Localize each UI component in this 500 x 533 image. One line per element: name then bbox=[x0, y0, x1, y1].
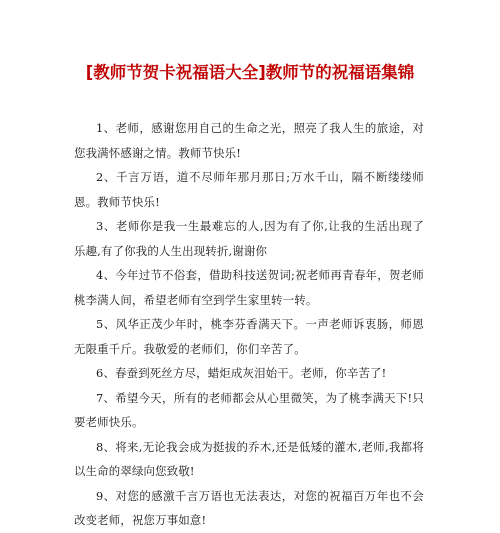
paragraph-8: 8、将来,无论我会成为挺拔的乔木,还是低矮的灌木,老师,我都将以生命的翠绿向您致敬! bbox=[74, 439, 424, 478]
paragraph-4: 4、今年过节不俗套，借助科技送贺词;祝老师再青春年，贺老师桃李满人间，希望老师有空到学生家里转一转。 bbox=[74, 268, 424, 307]
paragraph-2: 2、千言万语，道不尽师年那月那日;万水千山，隔不断缕缕师恩。教师节快乐! bbox=[74, 170, 424, 209]
document-title: [教师节贺卡祝福语大全]教师节的祝福语集锦 bbox=[85, 63, 415, 82]
paragraph-6: 6、春蚕到死丝方尽，蜡炬成灰泪始干。老师，你辛苦了! bbox=[96, 366, 387, 380]
paragraph-1: 1、老师，感谢您用自己的生命之光，照亮了我人生的旅途，对您我满怀感谢之情。教师节快乐! bbox=[74, 121, 424, 160]
document-body bbox=[74, 116, 424, 533]
paragraph-7: 7、希望今天，所有的老师都会从心里微笑，为了桃李满天下!只要老师快乐。 bbox=[74, 390, 424, 429]
paragraph-3: 3、老师你是我一生最难忘的人,因为有了你,让我的生活出现了乐趣,有了你我的人生出现转折,谢谢你 bbox=[74, 219, 424, 258]
paragraph-5: 5、风华正茂少年时，桃李芬香满天下。一声老师诉衷肠，师恩无限重千斤。我敬爱的老师们，你们辛苦了。 bbox=[74, 317, 424, 356]
paragraph-9: 9、对您的感激千言万语也无法表达，对您的祝福百万年也不会改变老师，祝您万事如意! bbox=[74, 488, 424, 527]
